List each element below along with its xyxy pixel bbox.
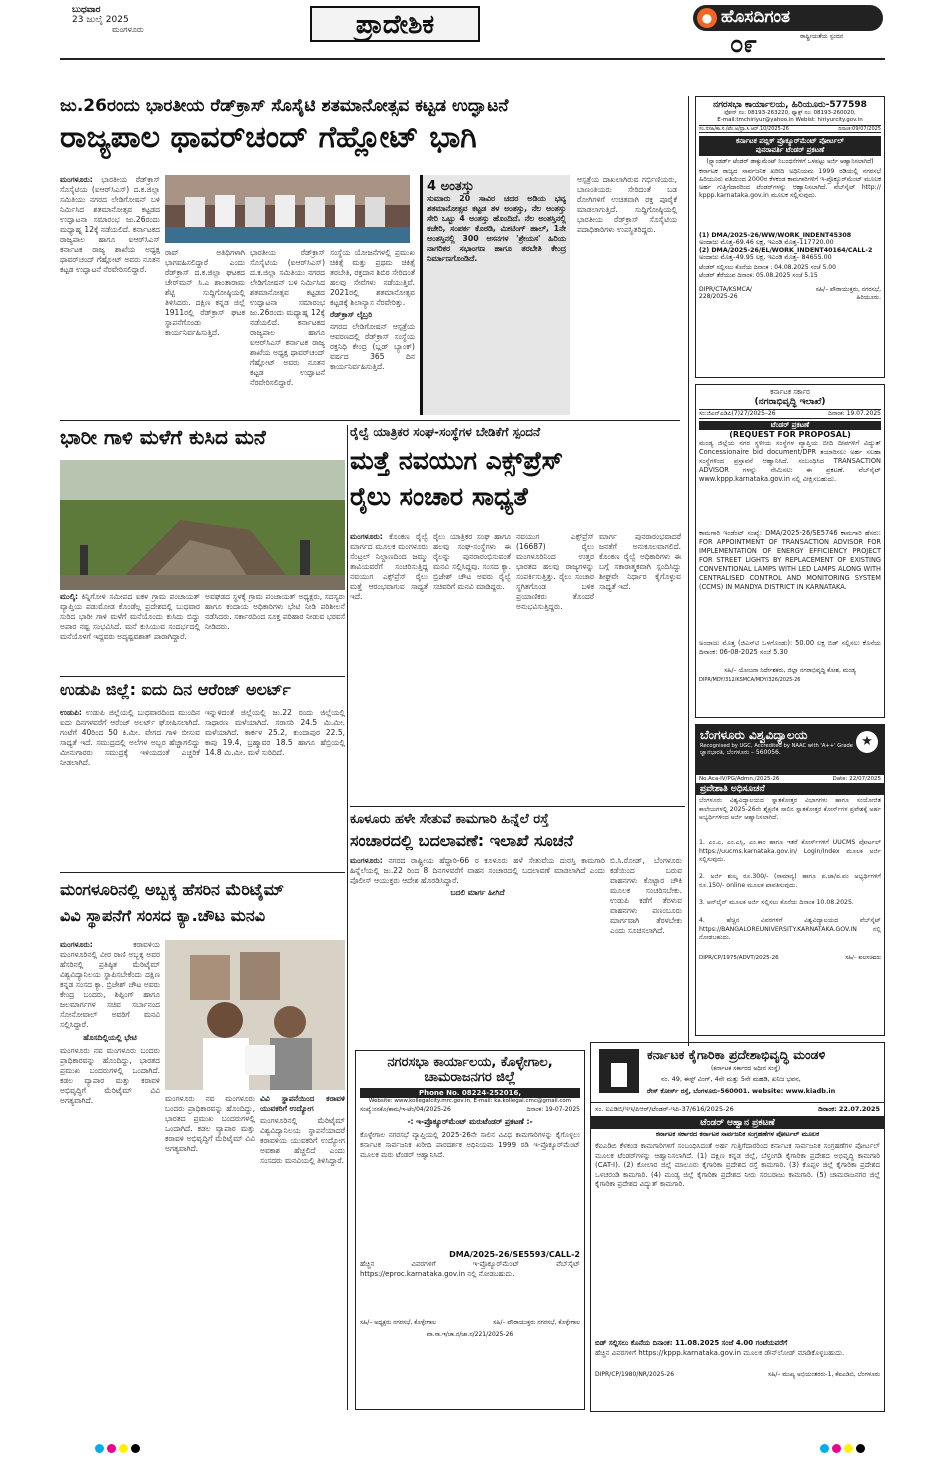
section-title-box (310, 6, 480, 42)
kiadb-ref: ಸಂ. ಐಎಡಿಬಿ/ಇಇ/ಪಿಆರ್/ಟೆಂಡರ್-ಇಪಿ-37/616/2025-26 (595, 1105, 734, 1113)
paper-name: ಹೊಸದಿಗಂತ (721, 7, 791, 27)
logo-flame-icon: ● (697, 8, 717, 28)
maritime-col2b-text: ಮಂಗಳೂರು ನವ ಮಂಗಳೂರು ಬಂದರು ಪ್ರಾಧಿಕಾರವನ್ನು ಹೊಂದಿದ್ದು, ಭಾರತದ ಪ್ರಮುಖ ಬಂದರುಗಳಲ್ಲಿ ಒಂದಾಗಿದೆ. ಕಡಲ ವ್ಯಾಪಾರ ಮತ್ತು ಕರಾವಳಿ ಅಭಿವೃದ್ಧಿಗೆ ಮೆರಿಟೈಮ್ ವಿವಿ ಅಗತ್ಯವಾಗಿದೆ. (165, 1094, 255, 1153)
bu-sig-row (699, 955, 881, 962)
rain-photo-graphic (60, 460, 345, 590)
bu-footer-ref: DIPR/CP/1975/ADVT/2025-26 (699, 955, 779, 961)
kiadb-ref-date: ದಿನಾಂಕ: 22.07.2025 (818, 1105, 880, 1113)
lead-col2b-text: ಭಾರತೀಯ ರೆಡ್‌ಕ್ರಾಸ್ ಸೊಸೈಟಿಯ (ಐಆರ್‌ಸಿಎಸ್) ದ.ಕ.ಜಿಲ್ಲಾ ಸಮಿತಿಯು ನಗರದ ಲೇಡಿಗೋಷನ್ ಬಳಿ ನಿರ್ಮಿಸಿದ ಶತಮಾನೋತ್ಸವ ಕಟ್ಟಡದ ಉದ್ಘಾಟನಾ ಸಮಾರಂಭ ಜು.26ರಂದು ಮಧ್ಯಾಹ್ನ 12ಕ್ಕೆ ನಡೆಯಲಿದೆ. ಕರ್ನಾಟಕದ ರಾಜ್ಯಪಾಲ ಹಾಗೂ ಐಆರ್‌ಸಿಎಸ್ ಕರ್ನಾಟಕ ರಾಜ್ಯ ಶಾಖೆಯ ಅಧ್ಯಕ್ಷ ಥಾವರ್‌ಚಂದ್ ಗೆಹ್ಲೋಟ್ ಅವರು ನೂತನ ಕಟ್ಟಡ ಉದ್ಘಾಟನೆ ನೆರವೇರಿಸಲಿದ್ದಾರೆ. (250, 248, 325, 387)
reg-black-dot (131, 1444, 140, 1453)
road-kicker: ಕೂಳೂರು ಹಳೇ ಸೇತುವೆ ಕಾಮಗಾರಿ ಹಿನ್ನೆಲೆ ರಸ್ತೆ (350, 812, 549, 827)
kiadb-signatory: ಸಹಿ/– ಮುಖ್ಯ ಅಭಿಯಂತರರು-1, ಕೆಐಎಡಿಬಿ, ಬೆಂಗಳೂರು (768, 1371, 880, 1378)
kiadb-title: ಟೆಂಡರ್ ಆಹ್ವಾನ ಪ್ರಕಟಣೆ (591, 1117, 884, 1129)
maritime-subhead-1: ಹೊಸದಿಲ್ಲಿಯಲ್ಲಿ ಭೇಟಿ (83, 1033, 137, 1042)
mandya-ref: ಸಂ:ಜಿಎನ್‌ಎಡಿಪಿ(7)27/2025–26 (699, 410, 776, 417)
maritime-col-3 (260, 1094, 345, 1410)
hiriyur-title-2: ಪುನರಾವರ್ತಿ ಟೆಂಡರ್ ಪ್ರಕಟಣೆ (755, 146, 825, 154)
udupi-col-1 (60, 708, 200, 858)
lead-subhead: ರೆಡ್‌ಕ್ರಾಸ್ ಲೈಬ್ರರಿ (330, 310, 373, 319)
bu-ref-row (696, 775, 884, 783)
mandya-body-1: ಮಂಡ್ಯ ಜಿಲ್ಲೆಯ ನಗರ ಸ್ಥಳೀಯ ಸಂಸ್ಥೆಗಳ ವ್ಯಾಪ್ತಿಯ ಬೀದಿ ದೀಪಗಳಿಗೆ ವಿದ್ಯುತ್ Concessionaire bid document/DPR ತಯಾರಿಸಲು ಅರ್ಹ ಸಲಹಾ ಸಂಸ್ಥೆಗಳಿಂದ ಪ್ರಸ್ತಾವನೆ ಆಹ್ವಾನಿಸಿದೆ. ಸಂಬಂಧಿಸಿದ TRANSACTION ADVISOR ಗಳನ್ನು ನೇಮಿಸಲು ಈ ಪ್ರಕಟಣೆ. ವೆಬ್‌ಸೈಟ್ www.kppp.karnataka.gov.in ನಲ್ಲಿ ವೀಕ್ಷಿಸಬಹುದು. (699, 439, 881, 483)
lead-kicker: ಜು.26ರಂದು ಭಾರತೀಯ ರೆಡ್‌ಕ್ರಾಸ್ ಸೊಸೈಟಿ ಶತಮಾನೋತ್ಸವ ಕಟ್ಟಡ ಉದ್ಘಾಟನೆ (60, 96, 509, 116)
hiriyur-title-1: ಕರ್ನಾಟಕ ಪಬ್ಲಿಕ್ ಪ್ರೊಕ್ಯೂರ್‌ಮೆಂಟ್ ಪೋರ್ಟಲ್ (735, 137, 845, 145)
road-story-head (350, 812, 685, 851)
kollegal-sig-row (360, 1319, 580, 1327)
udupi-col1-text: ಉಡುಪಿ ಜಿಲ್ಲೆಯಲ್ಲಿ ಬುಧವಾರದಿಂದ ಮುಂದಿನ ಐದು ದಿನಗಳವರೆಗೆ ಆರೆಂಜ್ ಅಲರ್ಟ್ ಘೋಷಿಸಲಾಗಿದೆ. ಗಂಟೆಗೆ 40ರಿಂದ 50 ಕಿ.ಮೀ. ವೇಗದ ಗಾಳಿ ಬೀಸುವ ಸಾಧ್ಯತೆ ಇದೆ. ಸಮುದ್ರದಲ್ಲಿ ಅಲೆಗಳ ಅಬ್ಬರ ಹೆಚ್ಚಾಗಲಿದ್ದು ಮೀನುಗಾರರು ಸಮುದ್ರಕ್ಕೆ ಇಳಿಯದಂತೆ ಎಚ್ಚರಿಕೆ ನೀಡಲಾಗಿದೆ. (60, 708, 200, 767)
mandya-footer-ref: DIPR/MDY/312/KSMCA/MDY/326/2025-26 (699, 677, 801, 683)
kiadb-subtitle: ಕರ್ನಾಟಕ ಸರ್ಕಾರದ ಕರ್ನಾಟಕ ಸಾರ್ವಜನಿಕ ಸಂಗ್ರಹಣೆಗಳ ಪೋರ್ಟಲ್ ಮೂಲಕ (655, 1130, 820, 1138)
rail-col-3 (516, 532, 594, 802)
hiriyur-title (699, 136, 881, 156)
bu-title: ಪ್ರವೇಶಾತಿ ಅಧಿಸೂಚನೆ (696, 783, 884, 795)
rain-col1-text: ಕಿನ್ನಿಗೋಳಿ ಸಮೀಪದ ಐಕಳ ಗ್ರಾಮ ಪಂಚಾಯತ್ ವ್ಯಾಪ್ತಿಯ ಪಡುಮೋಡ ಕೊಂಡೆಲ್ಲ ಪ್ರದೇಶದಲ್ಲಿ ಬುಧವಾರ ಸುರಿದ ಭಾರೀ ಗಾಳಿ ಮಳೆಗೆ ಮನೆಯೊಂದು ಕುಸಿದು ಬಿದ್ದು ಅಪಾರ ನಷ್ಟ ಸಂಭವಿಸಿದೆ. ಮನೆ ಕುಸಿಯುವ ಸಂದರ್ಭದಲ್ಲಿ ಮನೆಯೊಳಗೆ ಇದ್ದವರು ಅದೃಷ್ಟವಶಾತ್ ಪಾರಾಗಿದ್ದಾರೆ. (60, 592, 200, 641)
reg-cyan-dot-2 (820, 1444, 829, 1453)
rain-headline: ಭಾರೀ ಗಾಳಿ ಮಳೆಗೆ ಕುಸಿದ ಮನೆ (60, 425, 266, 449)
kollegal-office-2: ಚಾಮರಾಜನಗರ ಜಿಲ್ಲೆ (424, 1070, 516, 1085)
maritime-col3-text: ಮಂಗಳೂರಿನಲ್ಲಿ ಮೆರಿಟೈಮ್ ವಿಶ್ವವಿದ್ಯಾನಿಲಯ ಸ್ಥಾಪನೆಯಾದರೆ ಕರಾವಳಿಯ ಯುವಕರಿಗೆ ಉದ್ಯೋಗ ಅವಕಾಶ ಹೆಚ್ಚಲಿದೆ ಎಂದು ಸಂಸದರು ಮನವಿಯಲ್ಲಿ ತಿಳಿಸಿದ್ದಾರೆ. (260, 1116, 345, 1165)
infobox-text: ಸುಮಾರು 20 ಸಾವಿರ ಚದರ ಅಡಿಯ ಭವ್ಯ ಶತಮಾನೋತ್ಸವ ಕಟ್ಟಡ ತಳ ಅಂತಸ್ತು, ನೆಲ ಅಂತಸ್ತು ಸೇರಿ ಒಟ್ಟು 4 ಅಂತಸ್ತು ಹೊಂದಿದೆ. ನೆಲ ಅಂತಸ್ತಿನಲ್ಲಿ ಕಚೇರಿ, ಸಂಪರ್ಕ ಕೊಠಡಿ, ಮೀಟಿಂಗ್ ಹಾಲ್, 1ನೇ ಅಂತಸ್ತಿನಲ್ಲಿ 300 ಆಸನಗಳ 'ಶ್ರೇಯಸ' ಹಿರಿಯ ನಾಗರಿಕರ ಸಭಾಂಗಣ ಹಾಗೂ ತರಬೇತಿ ಕೇಂದ್ರ ನಿರ್ಮಾಣಗೊಂಡಿದೆ. (427, 194, 566, 263)
bu-body (696, 795, 884, 964)
mandya-body-3: ಅಂದಾಜು ಮೊತ್ತ (ಜಿಎಸ್‌ಟಿ ಒಳಗೊಂಡು): 50.00 ಲಕ್ಷ ಬಿಡ್ ಸಲ್ಲಿಸಲು ಕೊನೆಯ ದಿನಾಂಕ: 06-08-2025 ಸಂಜೆ 5.30 (699, 639, 881, 656)
rain-photo (60, 460, 345, 590)
rain-col-1 (60, 592, 200, 672)
lead-headline: ರಾಜ್ಯಪಾಲ ಥಾವರ್‌ಚಂದ್ ಗೆಹ್ಲೋಟ್ ಭಾಗಿ (60, 120, 477, 155)
reg-magenta-dot (107, 1444, 116, 1453)
divider-rain (60, 676, 345, 677)
kollegal-phone: Phone No. 08224-252016, (360, 1088, 580, 1098)
maritime-col1-text: ಕರಾವಳಿಯ ಮಂಗಳೂರಿನಲ್ಲಿ ವೀರ ರಾಣಿ ಅಬ್ಬಕ್ಕ ಅವರ ಹೆಸರಿನಲ್ಲಿ ಪ್ರತಿಷ್ಠಿತ ಮೆರಿಟೈಮ್ ವಿಶ್ವವಿದ್ಯಾನಿಲಯ ಸ್ಥಾಪಿಸಬೇಕೆಂದು ದಕ್ಷಿಣ ಕನ್ನಡ ಸಂಸದ ಕ್ಯಾ. ಬ್ರಿಜೇಶ್ ಚೌಟ ಅವರು ಕೇಂದ್ರ ಬಂದರು, ಶಿಪ್ಪಿಂಗ್ ಹಾಗೂ ಜಲಮಾರ್ಗಗಳ ಸಚಿವ ಸರ್ಬಾನಂದ ಸೋನೋವಾಲ್ ಅವರಿಗೆ ಮನವಿ ಸಲ್ಲಿಸಿದ್ದಾರೆ. (60, 940, 160, 1029)
lead-col3b-text: ನಗರದ ಲೇಡಿಗೋಷನ್ ಆಸ್ಪತ್ರೆಯ ಆವರಣದಲ್ಲಿ ರೆಡ್‌ಕ್ರಾಸ್ ಸಂಸ್ಥೆಯ ರಕ್ತನಿಧಿ ಕೇಂದ್ರ (ಬ್ಲಡ್ ಬ್ಯಾಂಕ್) ವರ್ಷದ 365 ದಿನ ಕಾರ್ಯನಿರ್ವಹಿಸುತ್ತಿದೆ. (330, 322, 415, 371)
kiadb-addr-2: ರೇಸ್ ಕೋರ್ಸ್ ರಸ್ತೆ, ಬೆಂಗಳೂರು-560001. website: www.kiadb.in (647, 1087, 836, 1095)
hiriyur-last-date: ಟೆಂಡರ್ ಸಲ್ಲಿಸಲು ಕೊನೆಯ ದಿನಾಂಕ : 04.08.2025 ಸಂಜೆ 5.00 (699, 264, 836, 271)
rain-col-2 (205, 592, 345, 672)
kiadb-header (591, 1043, 884, 1103)
lead-col2-text: ರಾವ್ ಅತಿಥಿಗಳಾಗಿ ಭಾಗವಹಿಸಲಿದ್ದಾರೆ ಎಂದು ರೆಡ್‌ಕ್ರಾಸ್ ದ.ಕ.ಜಿಲ್ಲಾ ಘಟಕದ ಚೇರ್‌ಮನ್ ಸಿ.ಎ ಶಾಂತಾರಾಮ ಶೆಟ್ಟಿ ಸುದ್ದಿಗೋಷ್ಠಿಯಲ್ಲಿ ತಿಳಿಸಿದರು. ದಕ್ಷಿಣ ಕನ್ನಡ ಜಿಲ್ಲೆ 1911ರಲ್ಲಿ ರೆಡ್‌ಕ್ರಾಸ್ ಘಟಕ ಸ್ಥಾಪನೆಗೊಂಡು ಕಾರ್ಯನಿರ್ವಹಿಸುತ್ತಿದೆ. (165, 248, 245, 337)
bu-name: ಬೆಂಗಳೂರು ವಿಶ್ವವಿದ್ಯಾಲಯ (700, 728, 808, 742)
kiadb-portal: ಹೆಚ್ಚಿನ ವಿವರಗಳಿಗೆ https://kppp.karnataka.gov.in ಮೂಲಕ ಡೌನ್‌ಲೋಡ್ ಮಾಡಿಕೊಳ್ಳಬಹುದು. (595, 1349, 845, 1357)
hiriyur-subtitle: (ಸ್ಟ್ಯಾಂಡರ್ಡ್ ಟೆಂಡರ್ ಡಾಕ್ಯುಮೆಂಟ್ ನಿಬಂಧನೆಗಳಿಗೆ ಒಳಪಟ್ಟು ಅರ್ಜಿ ಆಹ್ವಾನಿಸಲಾಗಿದೆ) (706, 158, 874, 165)
bu-point-3: 3. ಆನ್‌ಲೈನ್ ಮೂಲಕ ಅರ್ಜಿ ಸಲ್ಲಿಸಲು ಕೊನೆಯ ದಿನಾಂಕ 10.08.2025. (699, 899, 854, 906)
reg-magenta-dot-2 (832, 1444, 841, 1453)
rail-story-head (350, 425, 685, 512)
rain-dateline: ಮುಲ್ಕಿ: (60, 592, 79, 601)
rail-col1-text: ಕೊಂಕಣ ರೈಲ್ವೆ ಮಾರ್ಗದ ಮೂಲಕ ಮಂಗಳೂರು ಸೆಂಟ್ರಲ್ ನಿಲ್ದಾಣದಿಂದ ಜಮ್ಮು ತಾವಿಯವರೆಗೆ ಸಂಚರಿಸುತ್ತಿದ್ದ ನವಯುಗ ಎಕ್ಸ್‌ಪ್ರೆಸ್ ರೈಲು ಮತ್ತೆ ಆರಂಭವಾಗುವ ಸಾಧ್ಯತೆ ಇದೆ. (350, 532, 428, 601)
reg-yellow-dot-2 (844, 1444, 853, 1453)
kollegal-office-1: ನಗರಸಭಾ ಕಾರ್ಯಾಲಯ, ಕೊಳ್ಳೇಗಾಲ, (387, 1055, 553, 1070)
lead-col1-text: ಭಾರತೀಯ ರೆಡ್‌ಕ್ರಾಸ್ ಸೊಸೈಟಿಯ (ಐಆರ್‌ಸಿಎಸ್) ದ.ಕ.ಜಿಲ್ಲಾ ಸಮಿತಿಯು ನಗರದ ಲೇಡಿಗೋಷನ್ ಬಳಿ ನಿರ್ಮಿಸಿದ ಶತಮಾನೋತ್ಸವ ಕಟ್ಟಡದ ಉದ್ಘಾಟನಾ ಸಮಾರಂಭ ಜು.26ರಂದು ಮಧ್ಯಾಹ್ನ 12ಕ್ಕೆ ನಡೆಯಲಿದೆ. ಕರ್ನಾಟಕದ ರಾಜ್ಯಪಾಲ ಹಾಗೂ ಐಆರ್‌ಸಿಎಸ್ ಕರ್ನಾಟಕ ರಾಜ್ಯ ಶಾಖೆಯ ಅಧ್ಯಕ್ಷ ಥಾವರ್‌ಚಂದ್ ಗೆಹ್ಲೋಟ್ ಅವರು ನೂತನ ಕಟ್ಟಡ ಉದ್ಘಾಟನೆ ನೆರವೇರಿಸಲಿದ್ದಾರೆ. (60, 175, 160, 274)
kiadb-logo-icon (599, 1049, 639, 1093)
hiriyur-item-3: (2) DMA/2025-26/EL/WORK_INDENT40164/CALL-2 (699, 247, 873, 254)
udupi-headline: ಉಡುಪಿ ಜಿಲ್ಲೆ: ಐದು ದಿನ ಆರೆಂಜ್ ಅಲರ್ಟ್ (60, 680, 291, 699)
kiadb-body: ಕೆಐಎಡಿಬಿ ಕೆಳಕಂಡ ಕಾಮಗಾರಿಗಳಿಗೆ ಸಂಬಂಧಿಸಿದಂತೆ ಅರ್ಹ ಗುತ್ತಿಗೆದಾರರಿಂದ ಕರ್ನಾಟಕ ಸಾರ್ವಜನಿಕ ಸಂಗ್ರಹಣೆಗಳ ಪೋರ್ಟಲ್ ಮೂಲಕ ಟೆಂಡರ್‌ಗಳನ್ನು ಆಹ್ವಾನಿಸಲಾಗಿದೆ. (1) ದಕ್ಷಿಣ ಕನ್ನಡ ಜಿಲ್ಲೆ, ಬೆಳ್ತಂಗಡಿ ಕೈಗಾರಿಕಾ ಪ್ರದೇಶದ ಅಭಿವೃದ್ಧಿ ಕಾಮಗಾರಿ (CAT-I). (2) ಕೋಲಾರ ಜಿಲ್ಲೆ ಮಾಲೂರು ಕೈಗಾರಿಕಾ ಪ್ರದೇಶದ ರಸ್ತೆ ಕಾಮಗಾರಿ. (3) ಕೊಪ್ಪಳ ಜಿಲ್ಲೆ ಕೈಗಾರಿಕಾ ಪ್ರದೇಶದ ಒಳಚರಂಡಿ ಕಾಮಗಾರಿ. (4) ಮಂಡ್ಯ ಜಿಲ್ಲೆ ಕೈಗಾರಿಕಾ ಪ್ರದೇಶದ ನೀರು ಸರಬರಾಜು ಕಾಮಗಾರಿ. (5) ಚಾಮರಾಜನಗರ ಜಿಲ್ಲೆ ಕೈಗಾರಿಕಾ ಪ್ರದೇಶದ ವಿದ್ಯುತ್ ಕಾಮಗಾರಿ. (595, 1142, 880, 1188)
rail-dateline: ಮಂಗಳೂರು: (350, 532, 383, 541)
bu-header (696, 725, 884, 775)
divider-udupi (60, 872, 345, 873)
mandya-body-2: ಕಾಮಗಾರಿ ಇಂಡೆಂಟ್ ಸಂಖ್ಯೆ: DMA/2025-26/SE5746 ಕಾಮಗಾರಿ ಹೆಸರು: FOR APPOINTMENT OF TRANSACTION ADVISOR FOR IMPLEMENTATION OF ENERGY EFFICIENCY PROJECT FOR STREET LIGHTS BY REPLACEMENT OF EXISTING CONVENTIONAL LAMPS WITH LED LAMPS ALONG WITH CENTRALISED CONTROL AND MONITORING SYSTEM (CCMS) IN MANDYA DISTRICT IN KARNATAKA. (699, 529, 881, 591)
hiriyur-item-4: ಅಂದಾಜು ಮೊತ್ತ–49.95 ಲಕ್ಷ, ಇಎಂಡಿ ಮೊತ್ತ– 84655.00 (699, 254, 832, 261)
kollegal-ref: ಸಂಖ್ಯೆ:ನಸಕೊ/ಕಾಮ/ಇ-ಟೆಂ/04/2025-26 (360, 1106, 451, 1113)
udupi-dateline: ಉಡುಪಿ: (60, 708, 82, 717)
issue-day: ಬುಧವಾರ (72, 5, 101, 15)
bu-emblem-icon: ★ (856, 731, 878, 753)
kiadb-gov: ಕರ್ನಾಟಕ ಕೈಗಾರಿಕಾ ಪ್ರದೇಶಾಭಿವೃದ್ಧಿ ಮಂಡಳಿ (647, 1047, 826, 1062)
ad-bangalore-university (695, 724, 885, 1036)
lead-col5-text: ಆಸ್ಪತ್ರೆಯ ದಾಖಲಾಗಿರುವ ಗರ್ಭಿಣಿಯರು, ಬಾಣಂತಿಯರು ಸೇರಿದಂತೆ ಬಡ ರೋಗಿಗಳಿಗೆ ಉಚಿತವಾಗಿ ರಕ್ತ ಪೂರೈಕೆ ಮಾಡಲಾಗುತ್ತಿದೆ. ಸುದ್ದಿಗೋಷ್ಠಿಯಲ್ಲಿ ಭಾರತೀಯ ರೆಡ್‌ಕ್ರಾಸ್ ಸೊಸೈಟಿಯ ಪದಾಧಿಕಾರಿಗಳು ಉಪಸ್ಥಿತರಿದ್ದರು. (577, 175, 677, 234)
ad-mandya (695, 384, 885, 718)
udupi-col-2 (205, 708, 345, 858)
kollegal-body-2: ಹೆಚ್ಚಿನ ವಿವರಗಳಿಗೆ ಇ-ಪ್ರೊಕ್ಯೂರ್‌ಮೆಂಟ್ ವೆಬ್‌ಸೈಟ್ https://eproc.karnataka.gov.in ನಲ್ಲಿ ನೋಡಬಹುದು. (360, 1260, 580, 1278)
road-dateline: ಮಂಗಳೂರು: (350, 856, 383, 865)
reg-yellow-dot (119, 1444, 128, 1453)
bu-signatory: ಸಹಿ/– ಕುಲಸಚಿವರು (845, 955, 881, 961)
rail-col-4 (599, 532, 681, 802)
bu-point-1: 1. ಎಂ.ಎ, ಎಂ.ಎಸ್ಸಿ, ಎಂ.ಕಾಂ ಹಾಗೂ ಇತರೆ ಕೋರ್ಸ್‌ಗಳಿಗೆ UUCMS ಪೋರ್ಟಲ್ https://uucms.karnataka.gov.in/ Login/Index ಮೂಲಕ ಅರ್ಜಿ ಸಲ್ಲಿಸುವುದು. (699, 839, 881, 863)
kiadb-ref-row (591, 1103, 884, 1117)
kollegal-sig-1: ಸಹಿ/– ಅಧ್ಯಕ್ಷರು ನಗರಸಭೆ, ಕೊಳ್ಳೇಗಾಲ (360, 1319, 436, 1326)
kiadb-addr-1: ನಂ. 49, ಈಸ್ಟ್ ವಿಂಗ್, 4ನೇ ಮತ್ತು 5ನೇ ಮಹಡಿ, ಖನಿಜ ಭವನ, (661, 1075, 801, 1083)
bu-point-4: 4. ಹೆಚ್ಚಿನ ವಿವರಗಳಿಗೆ ವಿಶ್ವವಿದ್ಯಾಲಯದ ವೆಬ್‌ಸೈಟ್ https://BANGALOREUNIVERSITY.KARNATAKA.GOV.IN ನಲ್ಲಿ ನೋಡಬಹುದು. (699, 917, 881, 941)
maritime-col2-text: ಮಂಗಳೂರು ನವ ಮಂಗಳೂರು ಬಂದರು ಪ್ರಾಧಿಕಾರವನ್ನು ಹೊಂದಿದ್ದು, ಭಾರತದ ಪ್ರಮುಖ ಬಂದರುಗಳಲ್ಲಿ ಒಂದಾಗಿದೆ. ಕಡಲ ವ್ಯಾಪಾರ ಮತ್ತು ಕರಾವಳಿ ಅಭಿವೃದ್ಧಿಗೆ ಮೆರಿಟೈಮ್ ವಿವಿ ಅಗತ್ಯವಾಗಿದೆ. (60, 1046, 160, 1105)
hiriyur-ref-date: ದಿನಾಂಕ:09/07/2025 (838, 126, 881, 132)
paper-logo (693, 5, 883, 31)
road-col2-text: ಬಿ.ಸಿ.ರೋಡ್, ಬೆಂಗಳೂರು ಕಡೆಯಿಂದ ಬರುವ ವಾಹನಗಳು ಕೊಟ್ಟಾರ ಚೌಕಿ ಮೂಲಕ ಸಂಚರಿಸಬೇಕು. ಉಡುಪಿ ಕಡೆಗೆ ತೆರಳುವ ವಾಹನಗಳು ಪಣಂಬೂರು ಮಾರ್ಗವಾಗಿ ತೆರಳಬೇಕು ಎಂದು ಸೂಚಿಸಲಾಗಿದೆ. (610, 856, 682, 935)
kollegal-body: ಕೊಳ್ಳೇಗಾಲ ನಗರಸಭೆ ವ್ಯಾಪ್ತಿಯಲ್ಲಿ 2025-26ನೇ ಸಾಲಿನ ವಿವಿಧ ಕಾಮಗಾರಿಗಳನ್ನು ಕೈಗೊಳ್ಳಲು ಕರ್ನಾಟಕ ಸಾರ್ವಜನಿಕ ಖರೀದಿ ಪಾರದರ್ಶಕ ಅಧಿನಿಯಮ 1999 ರಡಿ ಇ-ಪ್ರೊಕ್ಯೂರ್‌ಮೆಂಟ್ ಮೂಲಕ ಮರು ಟೆಂಡರ್ ಆಹ್ವಾನಿಸಿದೆ. (360, 1131, 580, 1159)
mandya-gov: ಕರ್ನಾಟಕ ಸರ್ಕಾರ (770, 388, 810, 396)
lead-photo (165, 175, 410, 243)
hiriyur-office: ನಗರಸಭಾ ಕಾರ್ಯಾಲಯ, ಹಿರಿಯೂರು-577598 (713, 100, 867, 110)
hiriyur-item-1: (1) DMA/2025-26/WW/WORK_INDENT45308 (699, 232, 852, 239)
maritime-photo (165, 940, 345, 1090)
hiriyur-signatory: ಸಹಿ/– ಪೌರಾಯುಕ್ತರು, ನಗರಸಭೆ, ಹಿರಿಯೂರು. (815, 286, 881, 301)
rail-col-2 (433, 532, 511, 802)
masthead-rule (60, 58, 885, 60)
rail-kicker: ರೈಲ್ವೆ ಯಾತ್ರಿಕರ ಸಂಘ-ಸಂಸ್ಥೆಗಳ ಬೇಡಿಕೆಗೆ ಸ್ಪಂದನೆ (350, 425, 541, 439)
kollegal-web: Website: www.kollegalcity.mrc.gov.in, E-mail: ka.kollegal.cmc@gmail.com (368, 1098, 572, 1104)
kollegal-sig-2: ಸಹಿ/– ಪೌರಾಯುಕ್ತರು ನಗರಸಭೆ, ಕೊಳ್ಳೇಗಾಲ (493, 1319, 580, 1326)
ad-kiadb (590, 1042, 885, 1412)
kiadb-sig-row (591, 1369, 884, 1381)
hiriyur-body: ಕರ್ನಾಟಕ ರಾಜ್ಯದ ಸಾರ್ವಜನಿಕ ಖರೀದಿ ಅಧಿನಿಯಮ 1999 ರಡಿಯಲ್ಲಿ ನಗರಸಭೆ ಹಿರಿಯೂರು ವತಿಯಿಂದ 2000ರ ಕೆಳಕಂಡ ಕಾಮಗಾರಿಗಳಿಗೆ ಇ-ಪ್ರೊಕ್ಯೂರ್‌ಮೆಂಟ್ ಮೂಲಕ ಅರ್ಹ ಗುತ್ತಿಗೆದಾರರಿಂದ ಟೆಂಡರ್‌ಗಳನ್ನು ಆಹ್ವಾನಿಸಲಾಗಿದೆ. ವೆಬ್‌ಸೈಟ್ http:// kppp.karnataka.gov.in ಮೂಲಕ ಸಲ್ಲಿಸುವುದು. (699, 168, 881, 199)
maritime-headline (60, 880, 345, 926)
masthead-date-block (72, 5, 222, 35)
lead-col-5 (577, 175, 677, 415)
hiriyur-ref-row (699, 125, 881, 133)
infobox-title: 4 ಅಂತಸ್ತು (427, 179, 474, 194)
rail-col-1 (350, 532, 428, 802)
hiriyur-phone: ಫೋನ್ ನಂ: 08193-263220, ಫ್ಯಾಕ್ಸ್ ನಂ: 08193-260020, (724, 110, 856, 116)
kiadb-logo-door (611, 1063, 627, 1087)
masthead (0, 0, 945, 62)
ad-kollegal (355, 1050, 585, 1410)
column-rule-right (688, 96, 689, 1046)
hiriyur-open-date: ಟೆಂಡರ್ ತೆರೆಯುವ ದಿನಾಂಕ: 05.08.2025 ಸಂಜೆ 5.15 (699, 272, 818, 279)
maritime-dateline: ಮಂಗಳೂರು: (60, 940, 93, 949)
maritime-col-1 (60, 940, 160, 1410)
road-col-1 (350, 856, 605, 1046)
issue-date: 23 ಜುಲೈ 2025 (72, 15, 129, 25)
lead-col3-text: ಸಂಸ್ಥೆಯ ಯೋಜನೆಗಳಲ್ಲಿ ಪ್ರಮುಖ ಚಿಕಿತ್ಸೆ ಮತ್ತು ಪ್ರಥಮ ಚಿಕಿತ್ಸೆ ತರಬೇತಿ, ರಕ್ತದಾನ ಶಿಬಿರ ಸೇರಿದಂತೆ ಹಲವು ಸೇವೆಗಳು ನಡೆಯುತ್ತಿವೆ. 2021ರಲ್ಲಿ ಶತಮಾನೋತ್ಸವ ಕಟ್ಟಡಕ್ಕೆ ಶಿಲಾನ್ಯಾಸ ನೆರವೇರಿತ್ತು. (330, 248, 415, 307)
mandya-ref-row (699, 409, 881, 419)
reg-black-dot-2 (856, 1444, 865, 1453)
maritime-headline-2: ವಿವಿ ಸ್ಥಾಪನೆಗೆ ಸಂಸದ ಕ್ಯಾ.ಚೌಟ ಮನವಿ (60, 906, 266, 925)
lead-dateline: ಮಂಗಳೂರು: (60, 175, 93, 184)
bu-point-2: 2. ಅರ್ಜಿ ಶುಲ್ಕ ರೂ.300/- (ಸಾಮಾನ್ಯ) ಹಾಗೂ ಪ.ಜಾ/ಪ.ಪಂ ಅಭ್ಯರ್ಥಿಗಳಿಗೆ ರೂ.150/- online ಮೂಲಕ ಪಾವತಿಸುವುದು. (699, 873, 881, 889)
rail-col3-text: ನವಯುಗ ಎಕ್ಸ್‌ಪ್ರೆಸ್ (16687) ರೈಲು ಮಂಗಳೂರಿನಿಂದ ಉತ್ತರ ಭಾರತದ ಹಲವು ರಾಜ್ಯಗಳನ್ನು ಸಂಪರ್ಕಿಸುತ್ತಿತ್ತು. ರೈಲು ಸಂಚಾರ ಸ್ಥಗಿತಗೊಂಡ ಬಳಿಕ ಪ್ರಯಾಣಿಕರು ತೊಂದರೆ ಅನುಭವಿಸುತ್ತಿದ್ದರು. (516, 532, 594, 611)
hiriyur-ref: ಸಂ.ನಸಹಿ/ಕಾ.ಸ./ಟೆಂ.ಅ/ಪ್ರಾ.ಸಿ.ಆರ್.10/2025-26 (699, 126, 789, 132)
kollegal-title: -: ಇ-ಪ್ರೊಕ್ಯೂರ್‌ಮೆಂಟ್ ಮರುಟೆಂಡರ್ ಪ್ರಕಟಣೆ :- (407, 1117, 533, 1126)
road-col-2 (610, 856, 682, 1046)
kollegal-ref-row (360, 1106, 580, 1114)
section-title: ಪ್ರಾದೇಶಿಕ (355, 10, 435, 40)
maritime-col-2 (165, 1094, 255, 1410)
maritime-headline-1: ಮಂಗಳೂರಿನಲ್ಲಿ ಅಬ್ಬಕ್ಕ ಹೆಸರಿನ ಮೆರಿಟೈಮ್ (60, 880, 285, 899)
kollegal-ref-date: ದಿನಾಂಕ: 19-07-2025 (526, 1106, 580, 1113)
issue-city: ಮಂಗಳೂರು (112, 25, 144, 34)
lead-col-1 (60, 175, 160, 415)
kiadb-footer-ref: DIPR/CP/1980/NR/2025-26 (595, 1371, 675, 1378)
bu-accreditation: Recognised by UGC, Accredited by NAAC with 'A++' Grade (700, 743, 853, 749)
reg-cyan-dot (95, 1444, 104, 1453)
registration-marks-left (95, 1438, 143, 1457)
mandya-ref-date: ದಿನಾಂಕ: 19.07.2025 (828, 410, 881, 417)
lead-photo-graphic (165, 175, 410, 243)
rain-col2-text: ಅವಘಡದ ಸ್ಥಳಕ್ಕೆ ಗ್ರಾಮ ಪಂಚಾಯತ್ ಅಧ್ಯಕ್ಷರು, ಸದಸ್ಯರು ಹಾಗೂ ಕಂದಾಯ ಅಧಿಕಾರಿಗಳು ಭೇಟಿ ನೀಡಿ ಪರಿಶೀಲನೆ ನಡೆಸಿದರು. ಸರ್ಕಾರದಿಂದ ಸೂಕ್ತ ಪರಿಹಾರ ನೀಡುವ ಭರವಸೆ ನೀಡಿದರು. (205, 592, 345, 631)
rail-col2-text: ರೈಲು ಯಾತ್ರಿಕರ ಸಂಘ ಹಾಗೂ ಹಲವು ಸಂಘ-ಸಂಸ್ಥೆಗಳು ಈ ರೈಲನ್ನು ಪುನರಾರಂಭಿಸುವಂತೆ ಮನವಿ ಸಲ್ಲಿಸಿದ್ದವು. ಸಂಸದ ಕ್ಯಾ. ಬ್ರಿಜೇಶ್ ಚೌಟ ಅವರು ರೈಲ್ವೆ ಸಚಿವರಿಗೆ ಮನವಿ ಮಾಡಿದ್ದರು. (433, 532, 511, 591)
lead-col-3 (330, 248, 415, 418)
maritime-subhead-2: ವಿವಿ ಸ್ಥಾಪನೆಯಿಂದ ಕರಾವಳಿ ಯುವಕರಿಗೆ ಉದ್ಯೋಗ (260, 1094, 345, 1113)
ad-hiriyur (695, 96, 885, 378)
rail-headline-2: ರೈಲು ಸಂಚಾರ ಸಾಧ್ಯತೆ (350, 482, 528, 511)
registration-marks-right (820, 1438, 868, 1457)
mandya-title-en: (REQUEST FOR PROPOSAL) (729, 430, 851, 439)
paper-tagline: ರಾಷ್ಟ್ರೀಯತೆಯ ಸ್ಪಂದನ (800, 33, 844, 40)
bu-ref: No.Aca-IV/PG/Admn./2025-26 (699, 776, 780, 782)
bu-intro: ಬೆಂಗಳೂರು ವಿಶ್ವವಿದ್ಯಾಲಯದ ಸ್ನಾತಕೋತ್ತರ ವಿಭಾಗಗಳು ಹಾಗೂ ಸಂಯೋಜಿತ ಕಾಲೇಜುಗಳಲ್ಲಿ 2025-26ನೇ ಶೈಕ್ಷಣಿಕ ಸಾಲಿನ ಸ್ನಾತಕೋತ್ತರ ಕೋರ್ಸ್‌ಗಳ ಪ್ರವೇಶಕ್ಕೆ ಅರ್ಹ ಅಭ್ಯರ್ಥಿಗಳಿಂದ ಅರ್ಜಿ ಆಹ್ವಾನಿಸಲಾಗಿದೆ. (699, 797, 881, 821)
kollegal-footer-ref: ವಾ.ಸಾ.ಇ/ಚಾ.ನ/ಜಾ.ನ/221/2025-26 (426, 1331, 514, 1338)
rail-headline-1: ಮತ್ತೆ ನವಯುಗ ಎಕ್ಸ್‌ಪ್ರೆಸ್ (350, 446, 564, 475)
mandya-title-kn: ಟೆಂಡರ್ ಪ್ರಕಟಣೆ (699, 421, 881, 430)
road-col1-text: ನಗರದ ರಾಷ್ಟ್ರೀಯ ಹೆದ್ದಾರಿ-66 ರ ಕೂಳೂರು ಹಳೆ ಸೇತುವೆಯ ದುರಸ್ತಿ ಕಾಮಗಾರಿ ಹಿನ್ನೆಲೆಯಲ್ಲಿ ಜು.22 ರಿಂದ 8 ದಿನಗಳವರೆಗೆ ವಾಹನ ಸಂಚಾರದಲ್ಲಿ ಬದಲಾವಣೆ ಮಾಡಲಾಗಿದೆ ಎಂದು ಪೊಲೀಸ್ ಆಯುಕ್ತರು ಆದೇಶ ಹೊರಡಿಸಿದ್ದಾರೆ. (350, 856, 605, 885)
hiriyur-sig-row (699, 286, 881, 302)
udupi-col2-text: ಇನ್ನುಳಿದಂತೆ ಜಿಲ್ಲೆಯಲ್ಲಿ ಜು.22 ರಂದು ಜಿಲ್ಲೆಯಲ್ಲಿ ಸಾಧಾರಣ ಮಳೆಯಾಗಿದೆ. ಸರಾಸರಿ 24.5 ಮಿ.ಮೀ. ಮಳೆಯಾಗಿದೆ. ಕಾರ್ಕಳ 25.2, ಕುಂದಾಪುರ 22.5, ಕಾಪು 19.4, ಬ್ರಹ್ಮಾವರ 18.5 ಹಾಗೂ ಹೆಬ್ರಿಯಲ್ಲಿ 14.8 ಮಿ.ಮೀ. ಮಳೆ ಸುರಿದಿದೆ. (205, 708, 345, 757)
bu-ref-date: Date: 22/07/2025 (832, 776, 881, 782)
lead-col-2 (165, 248, 245, 418)
rail-col4-text: ಮಾರ್ಗ ಪುನರಾರಂಭವಾದರೆ ಜನತೆಗೆ ಅನುಕೂಲವಾಗಲಿದೆ. ಕೊಂಕಣ ರೈಲ್ವೆ ಅಧಿಕಾರಿಗಳು ಈ ಬಗ್ಗೆ ಸಕಾರಾತ್ಮಕವಾಗಿ ಸ್ಪಂದಿಸಿದ್ದು ಶೀಘ್ರವೇ ನಿರ್ಧಾರ ಕೈಗೊಳ್ಳುವ ಸಾಧ್ಯತೆ ಇದೆ. (599, 532, 681, 591)
page-number: ೦೯ (730, 30, 757, 58)
hiriyur-item-2: ಅಂದಾಜು ಮೊತ್ತ–69.46 ಲಕ್ಷ, ಇಎಂಡಿ ಮೊತ್ತ–117720.00 (699, 239, 834, 246)
kiadb-last-date: ಬಿಡ್ ಸಲ್ಲಿಸಲು ಕೊನೆಯ ದಿನಾಂಕ: 11.08.2025 ಸಂಜೆ 4.00 ಗಂಟೆಯವರೆಗೆ (595, 1339, 788, 1347)
road-subhead: ಬದಲಿ ಮಾರ್ಗ ಹೀಗಿದೆ (450, 888, 505, 897)
divider-lead (60, 420, 680, 421)
column-rule-left (347, 425, 348, 1410)
kiadb-sub: (ಕರ್ನಾಟಕ ಸರ್ಕಾರದ ಅಧೀನ ಸಂಸ್ಥೆ) (711, 1065, 781, 1072)
bu-place: ಜ್ಞಾನಭಾರತಿ, ಬೆಂಗಳೂರು – 560056. (700, 749, 781, 756)
hiriyur-email: E-mail:tmchiriyur@yahoo.in Webist: hiriyurcity.gov.in (717, 117, 863, 123)
maritime-photo-graphic (165, 940, 345, 1090)
mandya-signatory: ಸಹಿ/– ಯೋಜನಾ ನಿರ್ದೇಶಕರು, ಜಿಲ್ಲಾ ನಗರಾಭಿವೃದ್ಧಿ ಕೋಶ, ಮಂಡ್ಯ (724, 667, 856, 674)
lead-infobox (420, 175, 570, 415)
mandya-dept: (ನಗರಾಭಿವೃದ್ಧಿ ಇಲಾಖೆ) (754, 397, 826, 407)
road-headline: ಸಂಚಾರದಲ್ಲಿ ಬದಲಾವಣೆ: ಇಲಾಖೆ ಸೂಚನೆ (350, 831, 574, 850)
kollegal-indent: DMA/2025-26/SE5593/CALL-2 (449, 1250, 580, 1259)
divider-rail (350, 806, 685, 807)
hiriyur-footer-ref: DIPR/CTA/KSMCA/ 228/2025-26 (699, 286, 752, 300)
lead-col-2b (250, 248, 325, 418)
